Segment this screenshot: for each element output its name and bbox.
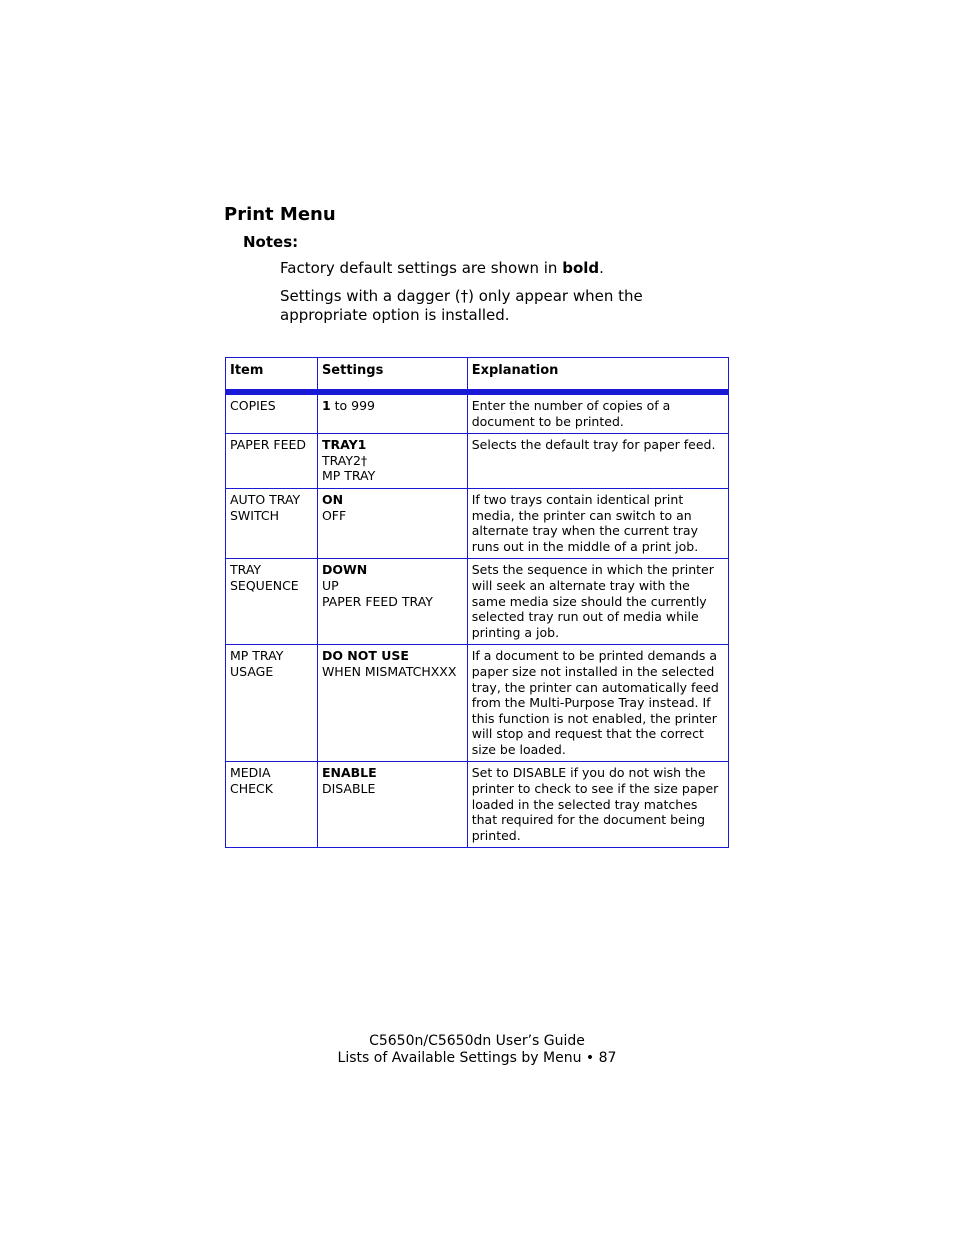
setting-default: ON (321, 491, 344, 507)
setting-default: ENABLE (321, 765, 377, 781)
cell-explanation: Sets the sequence in which the printer will seek an alternate tray with the same media size should the currently selected tray run out of media while printing a job. (467, 559, 728, 645)
note-dagger: Settings with a dagger (†) only appear when the appropriate option is installed. (280, 287, 643, 324)
note-default-settings-text: Factory default settings are shown in (280, 259, 563, 277)
footer-section-page: Lists of Available Settings by Menu • 87 (337, 1050, 617, 1066)
setting-option: UP (321, 577, 339, 593)
setting-option: OFF (321, 507, 347, 523)
table-row (226, 488, 729, 558)
setting-option: PAPER FEED TRAY (321, 593, 433, 609)
table-row (226, 645, 729, 762)
setting-default: DO NOT USE (321, 648, 409, 664)
cell-explanation: If two trays contain identical print media, the printer can switch to an alternate tray when the current tray runs out in the middle of a print job. (467, 488, 728, 558)
setting-option: DISABLE (321, 781, 376, 797)
setting-option: TRAY2† (321, 452, 368, 468)
cell-item: TRAY SEQUENCE (226, 559, 318, 645)
setting-default-line (322, 765, 463, 781)
setting-default-line (322, 562, 463, 578)
cell-item: MP TRAY USAGE (226, 645, 318, 762)
header-settings: Settings (317, 358, 467, 393)
header-item: Item (226, 358, 318, 393)
cell-settings (317, 645, 467, 762)
cell-item: MEDIA CHECK (226, 762, 318, 848)
setting-default-line (322, 437, 463, 453)
notes-label: Notes: (243, 233, 299, 251)
note-period: . (599, 259, 604, 277)
setting-default-line (322, 398, 463, 414)
cell-explanation: Enter the number of copies of a document to be printed. (467, 392, 728, 434)
footer-guide-title: C5650n/C5650dn User’s Guide (369, 1033, 585, 1049)
cell-settings (317, 762, 467, 848)
cell-item: COPIES (226, 392, 318, 434)
setting-option: MP TRAY (321, 468, 376, 484)
settings-table (225, 357, 729, 848)
setting-range: to 999 (330, 398, 375, 413)
cell-settings (317, 434, 467, 489)
page-title: Print Menu (224, 204, 336, 225)
table-row (226, 434, 729, 489)
cell-settings (317, 488, 467, 558)
cell-explanation: Set to DISABLE if you do not wish the printer to check to see if the size paper loaded in the selected tray matches that required for the document being printed. (467, 762, 728, 848)
setting-default: 1 (321, 398, 331, 413)
table-row (226, 392, 729, 434)
setting-default-line (322, 648, 463, 664)
cell-item: PAPER FEED (226, 434, 318, 489)
cell-item: AUTO TRAY SWITCH (226, 488, 318, 558)
cell-settings (317, 392, 467, 434)
setting-default: TRAY1 (321, 437, 367, 453)
table-row (226, 762, 729, 848)
setting-option: WHEN MISMATCHXXX (321, 663, 457, 679)
setting-default-line (322, 492, 463, 508)
note-default-settings (280, 259, 700, 278)
table-header-row (226, 358, 729, 393)
cell-explanation: If a document to be printed demands a paper size not installed in the selected tray, the printer can automatically feed from the Multi-Purpose Tray instead. If this function is not enabled, the printer will stop and request that the correct size be loaded. (467, 645, 728, 762)
table-body (226, 392, 729, 848)
cell-settings (317, 559, 467, 645)
note-bold-word: bold (562, 259, 600, 277)
table-row (226, 559, 729, 645)
setting-default: DOWN (321, 562, 368, 578)
header-explanation: Explanation (467, 358, 728, 393)
cell-explanation: Selects the default tray for paper feed. (467, 434, 728, 489)
